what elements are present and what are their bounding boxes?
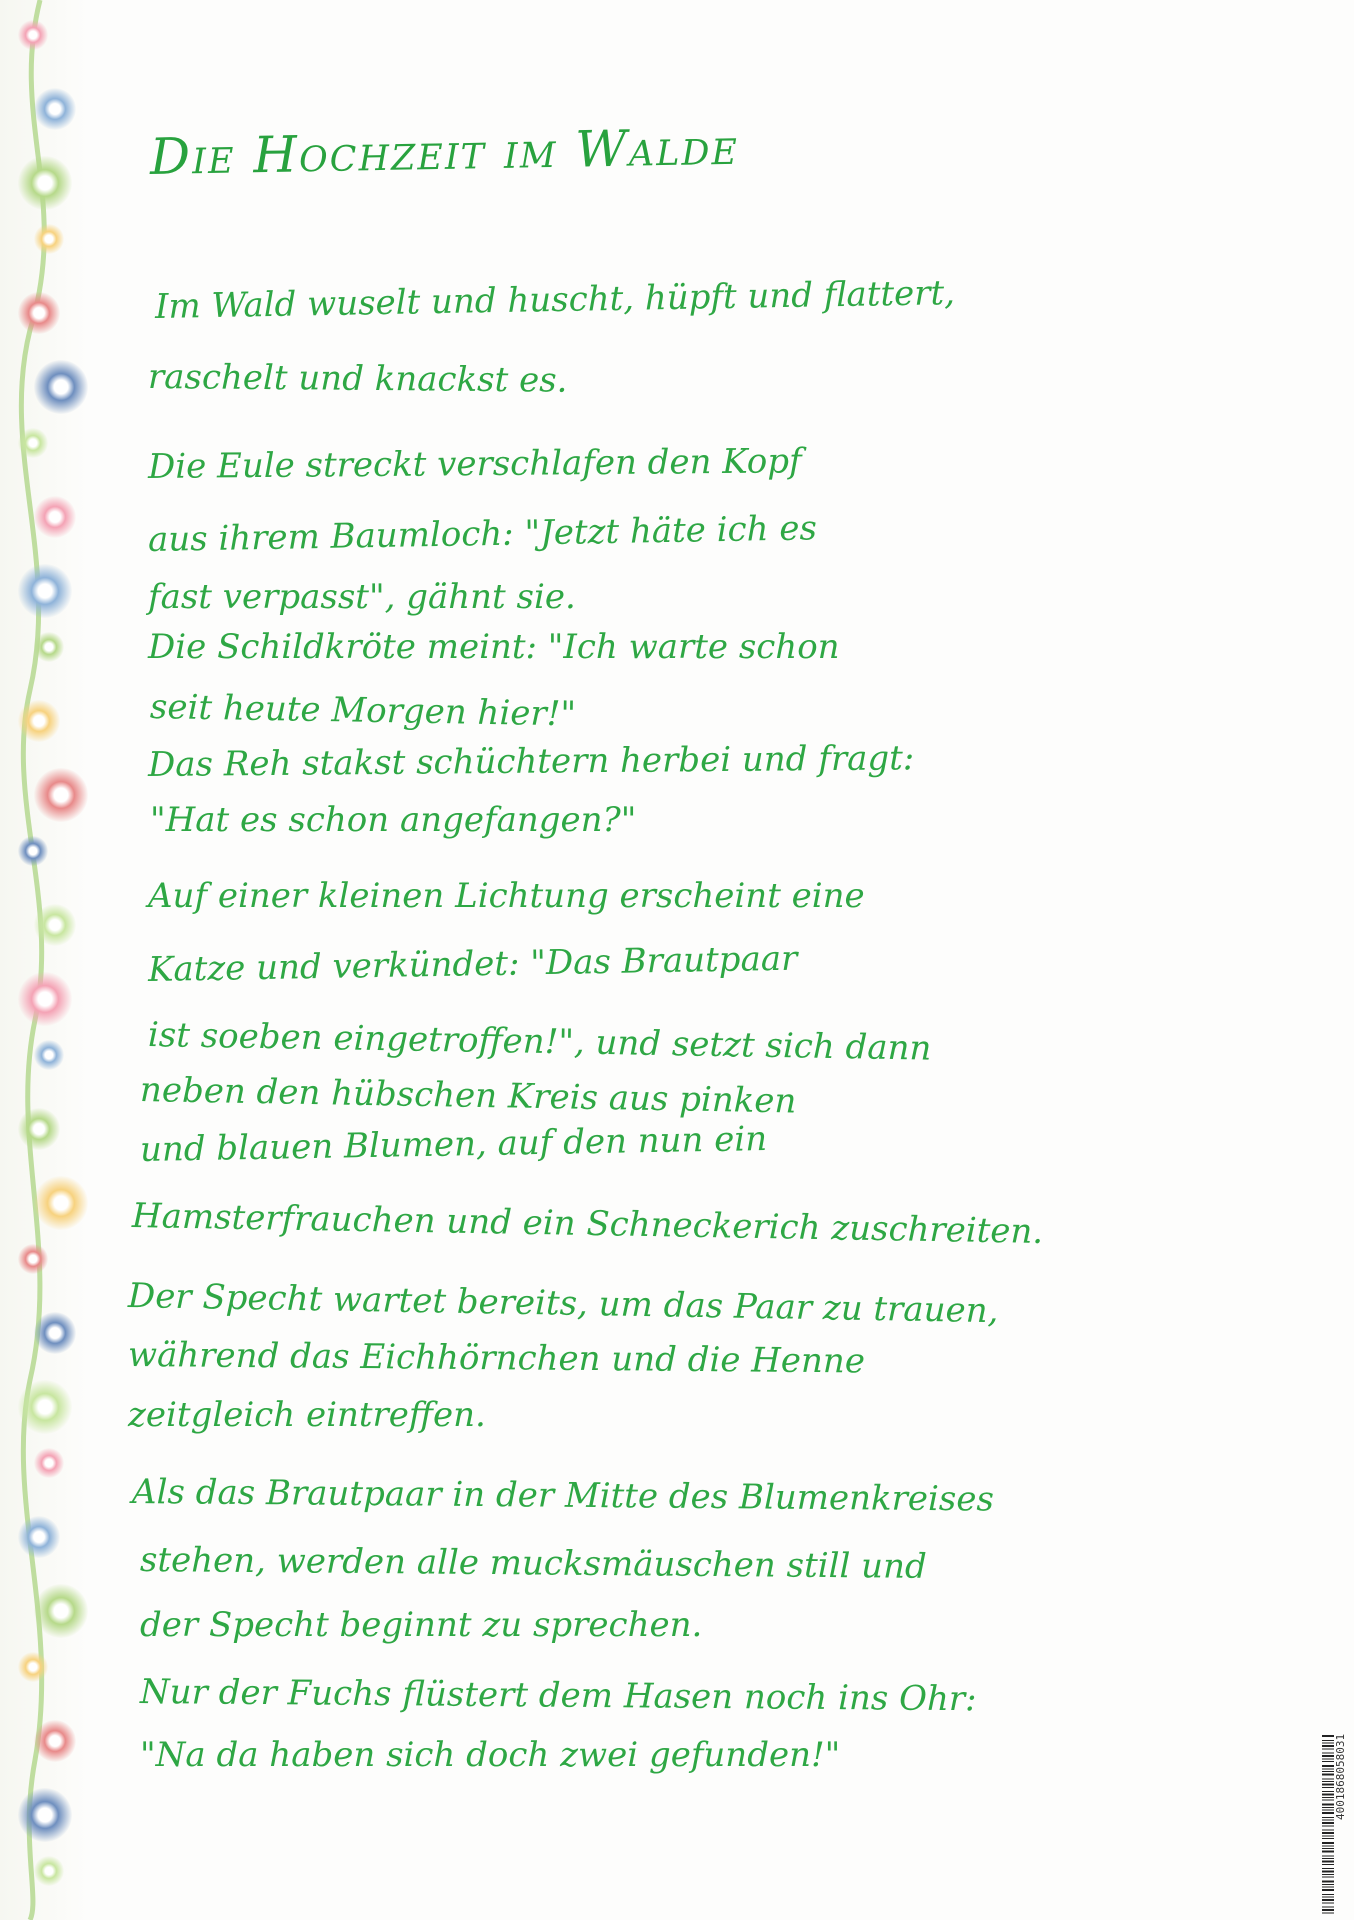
poem-line: neben den hübschen Kreis aus pinken: [139, 1070, 797, 1122]
poem-line: Katze und verkündet: "Das Brautpaar: [147, 938, 798, 990]
poem-line: Die Schildkröte meint: "Ich warte schon: [148, 627, 840, 667]
flower-icon: [34, 632, 64, 662]
flower-icon: [34, 496, 76, 538]
flower-icon: [34, 1856, 64, 1886]
barcode-number: 4001868058031: [1334, 1733, 1347, 1820]
flower-icon: [34, 1040, 64, 1070]
flower-icon: [34, 224, 64, 254]
poem-line: der Specht beginnt zu sprechen.: [140, 1605, 703, 1645]
flower-icon: [18, 292, 60, 334]
poem-line: stehen, werden alle mucksmäuschen still und: [139, 1540, 927, 1587]
poem-line: "Na da haben sich doch zwei gefunden!": [140, 1735, 841, 1775]
floral-border: [0, 0, 88, 1920]
flower-icon: [18, 1516, 60, 1558]
poem-line: zeitgleich eintreffen.: [128, 1395, 486, 1435]
flower-icon: [18, 1788, 72, 1842]
poem-line: Das Reh stakst schüchtern herbei und fragt:: [147, 738, 915, 785]
poem-line: Nur der Fuchs flüstert dem Hasen noch ins Ohr:: [139, 1672, 977, 1720]
flower-icon: [34, 1312, 76, 1354]
poem-line: fast verpasst", gähnt sie.: [148, 577, 576, 617]
poem-line: Die Eule streckt verschlafen den Kopf: [147, 441, 802, 487]
flower-icon: [34, 768, 88, 822]
poem-line: ist soeben eingetroffen!", und setzt sich dann: [147, 1015, 932, 1069]
poem-line: und blauen Blumen, auf den nun ein: [139, 1119, 768, 1170]
poem-line: während das Eichhörnchen und die Henne: [127, 1335, 866, 1382]
poem-line: seit heute Morgen hier!": [149, 687, 577, 735]
flower-icon: [18, 1652, 48, 1682]
poem-line: aus ihrem Baumloch: "Jetzt häte ich es: [147, 508, 818, 560]
poem-line: Auf einer kleinen Lichtung erscheint eine: [148, 876, 865, 916]
poem-line: Hamsterfrauchen und ein Schneckerich zuschreiten.: [131, 1196, 1044, 1252]
poem-line: raschelt und knackst es.: [147, 357, 568, 401]
flower-icon: [34, 1448, 64, 1478]
poem-line: Der Specht wartet bereits, um das Paar zu trauen,: [127, 1276, 999, 1332]
flower-icon: [34, 1176, 88, 1230]
flower-icon: [18, 20, 48, 50]
flower-icon: [18, 836, 48, 866]
poem-line: "Hat es schon angefangen?": [150, 800, 637, 840]
flower-icon: [18, 1380, 72, 1434]
poem-line: Im Wald wuselt und huscht, hüpft und flattert,: [154, 273, 956, 327]
flower-icon: [34, 1720, 76, 1762]
flower-icon: [18, 1108, 60, 1150]
flower-icon: [18, 564, 72, 618]
poem-title: Die Hochzeit im Walde: [149, 117, 740, 186]
flower-icon: [34, 360, 88, 414]
flower-icon: [34, 88, 76, 130]
poem-line: Als das Brautpaar in der Mitte des Blumenkreises: [131, 1472, 995, 1520]
flower-icon: [18, 428, 48, 458]
flower-icon: [18, 700, 60, 742]
flower-icon: [34, 1584, 88, 1638]
flower-icon: [34, 904, 76, 946]
flower-icon: [18, 972, 72, 1026]
flower-icon: [18, 156, 72, 210]
flower-icon: [18, 1244, 48, 1274]
